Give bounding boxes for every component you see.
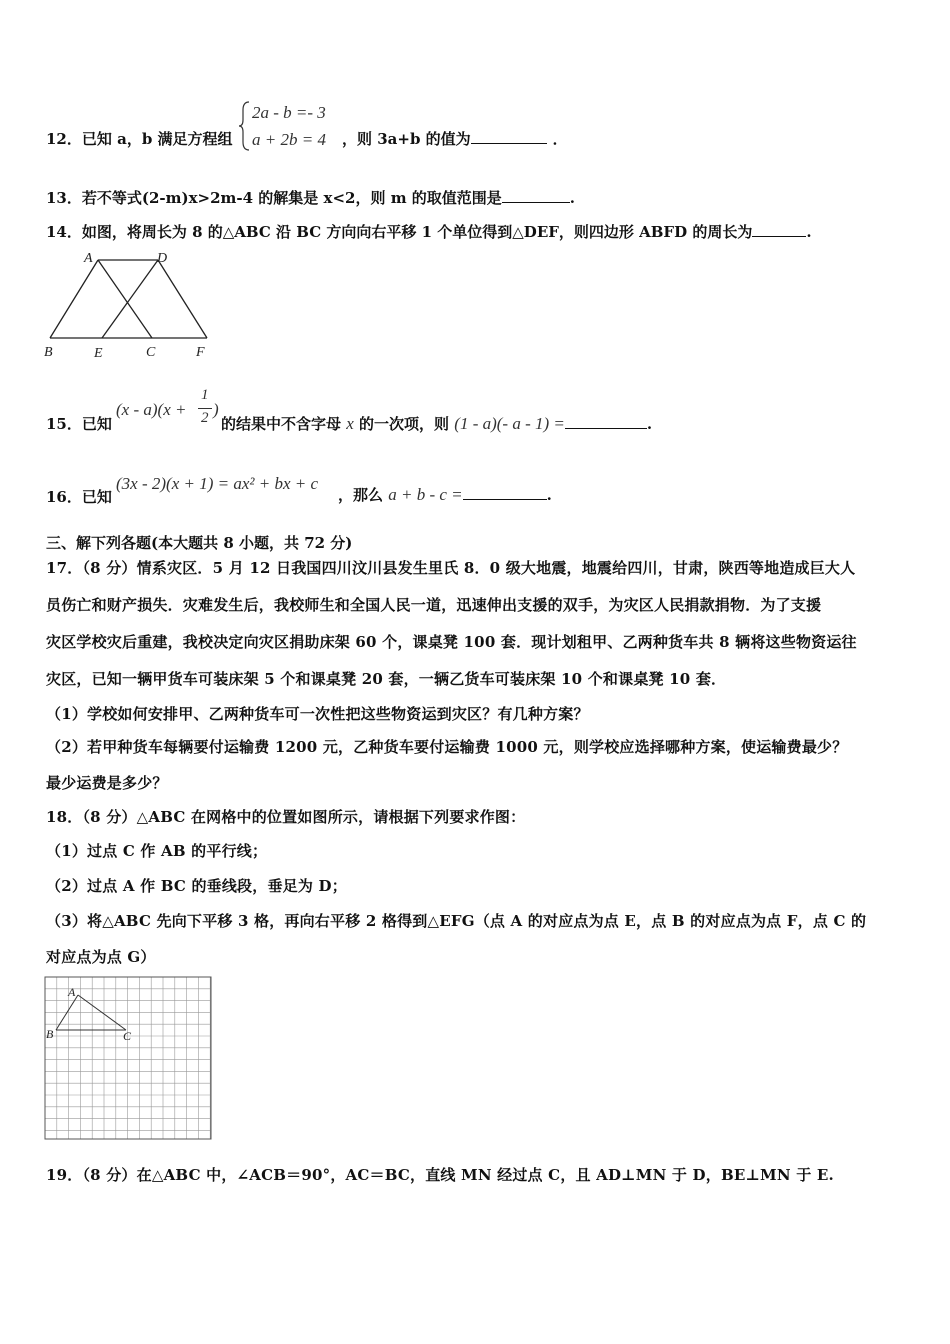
q18-label-a: A <box>68 985 76 999</box>
q17-part-2: （2）若甲种货车每辆要付运输费 1200 元，乙种货车要付运输费 1000 元，则学校应选择哪种方案，使运输费最少？ <box>46 738 848 756</box>
q13-end: . <box>569 189 576 207</box>
q14-text: 14．如图，将周长为 8 的△ABC 沿 BC 方向向右平移 1 个单位得到△DEF，则四边形 ABFD 的周长为 <box>46 223 753 241</box>
section-3-title: 三、解下列各题(本大题共 8 小题，共 72 分) <box>46 534 353 552</box>
q18-part-3: （3）将△ABC 先向下平移 3 格，再向右平移 2 格得到△EFG（点 A 的对应点为点 E，点 B 的对应点为点 F，点 C 的 <box>46 912 867 930</box>
q18-part-1: （1）过点 C 作 AB 的平行线； <box>46 842 268 860</box>
q12-answer-blank <box>471 129 547 144</box>
q13-line <box>46 187 575 208</box>
q18-part-2: （2）过点 A 作 BC 的垂线段，垂足为 D； <box>46 877 347 895</box>
q12-number: 12． <box>46 130 82 148</box>
q12-line <box>46 128 233 149</box>
q14-side-ab <box>50 260 98 338</box>
q16-rest-line <box>338 484 552 505</box>
q12-prefix: 已知 a，b 满足方程组 <box>81 130 233 148</box>
q16-prefix: 16．已知 <box>46 488 112 506</box>
q15-fraction-bar <box>198 408 212 409</box>
q18-grid-figure <box>44 976 214 1142</box>
q15-end: . <box>646 415 653 433</box>
q14-answer-blank <box>752 222 806 237</box>
q14-label-f: F <box>196 345 205 360</box>
q16-end: . <box>546 486 552 504</box>
q15-prefix-line <box>46 413 112 434</box>
q14-label-b: B <box>44 345 53 360</box>
q12-equation-1: 2a - b =- 3 <box>252 103 326 122</box>
q12-end: ． <box>552 130 568 148</box>
q17-part-1: （1）学校如何安排甲、乙两种货车可一次性把这些物资运到灾区？有几种方案？ <box>46 705 589 723</box>
q14-label-a: A <box>84 251 93 266</box>
q15-expression-right: ) <box>213 400 219 419</box>
q14-translation-figure <box>40 248 220 360</box>
q17-line-2: 员伤亡和财产损失．灾难发生后，我校师生和全国人民一道，迅速伸出支援的双手，为灾区人民捐款捐物．为了支援 <box>46 596 822 614</box>
q12-suffix-line <box>342 128 568 149</box>
q12-equation-2: a + 2b = 4 <box>252 130 326 149</box>
q12-brace-icon <box>238 100 252 152</box>
q15-mid2: 的一次项，则 <box>359 415 450 433</box>
q14-label-e: E <box>94 346 103 360</box>
q19-line: 19．（8 分）在△ABC 中，∠ACB＝90°，AC＝BC，直线 MN 经过点 C，且 AD⊥MN 于 D，BE⊥MN 于 E. <box>46 1166 834 1184</box>
q15-rest-line <box>221 413 652 434</box>
q15-variable: x <box>346 414 354 433</box>
q18-label-c: C <box>123 1029 132 1043</box>
q16-expression-2: a + b - c = <box>388 485 463 504</box>
q17-part-2-cont: 最少运费是多少？ <box>46 774 168 792</box>
q15-fraction-denominator: 2 <box>201 410 209 426</box>
q16-expression: (3x - 2)(x + 1) = ax² + bx + c <box>116 474 319 493</box>
q15-answer-blank <box>565 414 647 429</box>
q14-side-df <box>158 260 207 338</box>
q13-answer-blank <box>502 188 570 203</box>
q15-expression-2: (1 - a)(- a - 1) = <box>454 414 565 433</box>
q12-suffix: ，则 3a+b 的值为 <box>342 130 471 148</box>
q17-line-1: 17．（8 分）情系灾区．5 月 12 日我国四川汶川县发生里氏 8．0 级大地震，地震给四川，甘肃，陕西等地造成巨大人 <box>46 559 856 577</box>
q13-text: 13．若不等式(2-m)x>2m-4 的解集是 x<2，则 m 的取值范围是 <box>46 189 502 207</box>
q16-mid: ，那么 <box>338 486 384 504</box>
q18-label-b: B <box>46 1027 54 1041</box>
q14-side-de <box>102 260 158 338</box>
q17-line-4: 灾区，已知一辆甲货车可装床架 5 个和课桌凳 20 套，一辆乙货车可装床架 10 个和课桌凳 10 套． <box>46 670 727 688</box>
q15-fraction-numerator: 1 <box>201 387 209 403</box>
q14-label-c: C <box>146 345 156 360</box>
q15-mid: 的结果中不含字母 <box>221 415 342 433</box>
q17-line-3: 灾区学校灾后重建，我校决定向灾区捐助床架 60 个，课桌凳 100 套．现计划租甲、乙两种货车共 8 辆将这些物资运往 <box>46 633 857 651</box>
q16-answer-blank <box>463 485 547 500</box>
q18-grid-border <box>45 977 211 1139</box>
q15-expression-left: (x - a)(x + <box>116 400 187 419</box>
q15-prefix: 15．已知 <box>46 415 112 433</box>
q16-prefix-line <box>46 486 112 507</box>
q14-end: . <box>806 223 812 241</box>
q14-line <box>46 221 812 242</box>
q14-label-d: D <box>157 251 168 266</box>
q18-part-3-cont: 对应点为点 G） <box>46 948 156 966</box>
q18-line-1: 18．（8 分）△ABC 在网格中的位置如图所示，请根据下列要求作图： <box>46 808 526 826</box>
q14-side-ac <box>98 260 152 338</box>
